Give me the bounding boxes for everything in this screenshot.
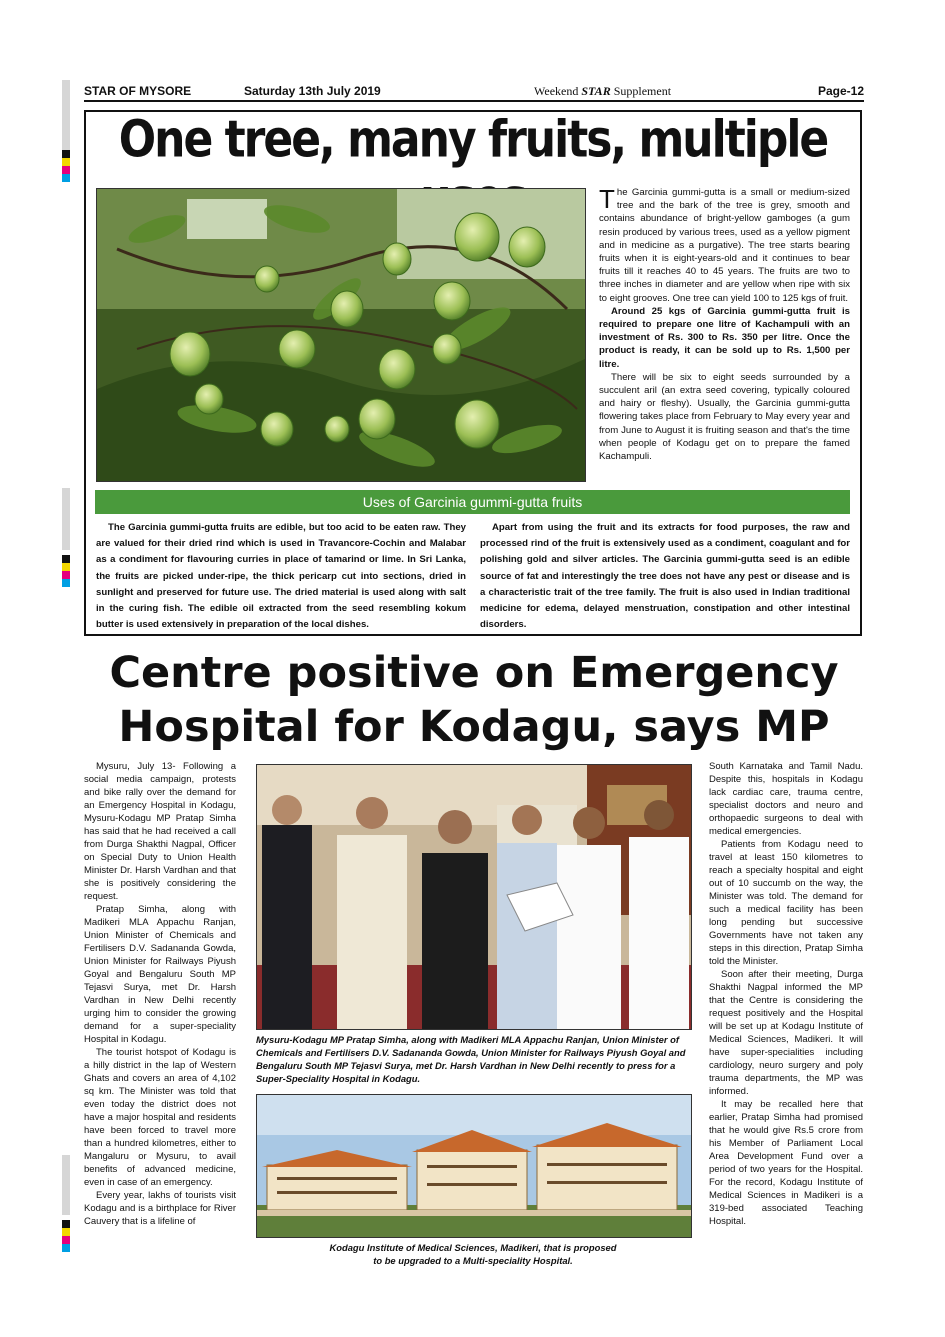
meeting-photo (256, 764, 692, 1030)
feature-body (599, 186, 850, 463)
uses-right-text: Apart from using the fruit and its extracts for food purposes, the raw and processed rind of the fruit is extensively used as a condiment, coagulant and for polishing gold and silver articles. The Garcinia gummi-gutta seed is an edible source of fat and interestingly the tree does not have any pest or disease and is a characteristic trait of the tree family. The fruit is also used in Indian traditional medicine for edema, delayed menstruation, constipation and other intestinal disorders. (480, 522, 850, 631)
drop-cap: T (599, 184, 615, 214)
running-header (84, 84, 864, 99)
hospital-photo-caption (256, 1241, 690, 1267)
print-mark-cyan (62, 579, 70, 587)
news-right-para-1: South Karnataka and Tamil Nadu. Despite this, hospitals in Kodagu lack cardiac care, trauma centre, specialist doctors and neuro and orthopaedic surgeons to deal with medical emergencies. (709, 761, 863, 837)
meeting-photo-caption: Mysuru-Kodagu MP Pratap Simha, along with Madikeri MLA Appachu Ranjan, Union Minister of Chemicals and Fertilisers D.V. Sadananda Gowda, Union Minister for Railways Piyush Goyal and Bengaluru South MP Tejasvi Surya, met Dr. Harsh Vardhan in New Delhi recently to press for a Super-Speciality Hospital in Kodagu. (256, 1034, 686, 1084)
news-right-column (709, 760, 863, 1228)
news-right-para-3: Soon after their meeting, Durga Shakthi Nagpal informed the MP that the Centre is considering the request positively and the Hospital will be set up at Kodagu Institute of Medical Sciences, Madikeri. It will have super-specialities including cardiology, neuro surgery and poly trauma departments, the MP was informed. (709, 969, 863, 1097)
feature-para-3: There will be six to eight seeds surrounded by a succulent aril (an extra seed covering, typically coloured and hairy or fleshy). Usually, the Garcinia gummi-gutta flowering takes place from February to May every year and from June to August it is fruiting season and that's the time when people of Kodagu get on to prepare the famed Kachampuli. (599, 371, 850, 463)
print-mark-cyan (62, 1244, 70, 1252)
hospital-photo (256, 1094, 692, 1238)
print-margin-bar (62, 1155, 70, 1215)
news-left-column (84, 760, 236, 1228)
garcinia-tree-photo (96, 188, 586, 482)
print-mark-magenta (62, 1236, 70, 1244)
supplement-name (534, 84, 809, 99)
news-left-para-4: Every year, lakhs of tourists visit Kodagu and is a birthplace for River Cauvery that is a lifeline of (84, 1190, 236, 1227)
issue-date: Saturday 13th July 2019 (244, 84, 381, 98)
uses-left-column (96, 520, 466, 633)
feature-headline: One tree, many fruits, multiple (118, 110, 828, 169)
print-mark-black (62, 555, 70, 563)
uses-right-column (480, 520, 850, 633)
print-margin-bar (62, 80, 70, 150)
news-headline (84, 646, 864, 754)
news-right-para-2: Patients from Kodagu need to travel at least 150 kilometres to reach a specialty hospital and eight out of 10 succumb on the way, the Minister was told. The demand for such a medical facility has been long pending but successive Governments have not taken any steps in this direction, Pratap Simha told the Minister. (709, 839, 863, 967)
print-mark-black (62, 1220, 70, 1228)
print-mark-yellow (62, 158, 70, 166)
supplement-suffix: Supplement (613, 84, 672, 98)
page-number: Page-12 (817, 84, 864, 98)
news-left-para-3: The tourist hotspot of Kodagu is a hilly district in the lap of Western Ghats and covers an area of 4,102 sq km. The Minister was told that even today the district does not have a major hospital and residents have been forced to travel more than a hundred kilometres, either to Mangaluru or Mysuru, to avail benefits of advanced medicine, even in case of an emergency. (84, 1047, 236, 1188)
print-mark-yellow (62, 1228, 70, 1236)
header-rule (84, 100, 864, 102)
print-margin-bar (62, 488, 70, 550)
uses-banner: Uses of Garcinia gummi-gutta fruits (95, 490, 850, 514)
hospital-caption-line-2: to be upgraded to a Multi-speciality Hospital. (373, 1255, 573, 1266)
uses-left-text: The Garcinia gummi-gutta fruits are edible, but too acid to be eaten raw. They are valued for their dried rind which is used in Travancore-Cochin and Malabar as a condiment for flavouring curries in place of tamarind or lime. In Sri Lanka, the fruits are picked under-ripe, the thick pericarp cut into sections, dried in sunlight and preserved for future use. The dried material is used along with salt in the curing fish. The edible oil extracted from the seed resembling kokum butter is used extensively in preparation of the local dishes. (96, 522, 466, 631)
paper-name: STAR OF MYSORE (84, 84, 192, 98)
print-mark-yellow (62, 563, 70, 571)
feature-para-2: Around 25 kgs of Garcinia gummi-gutta fruit is required to prepare one litre of Kachampuli with an investment of Rs. 300 to Rs. 350 per litre. Once the product is ready, it can be sold up to Rs. 1,500 per litre. (599, 305, 850, 370)
news-headline-line-2: Hospital for Kodagu, says MP (118, 702, 830, 752)
hospital-caption-line-1: Kodagu Institute of Medical Sciences, Madikeri, that is proposed (329, 1242, 617, 1253)
tree-illustration (97, 189, 585, 481)
supplement-star: STAR (581, 84, 611, 98)
news-left-para-2: Pratap Simha, along with Madikeri MLA Appachu Ranjan, Union Minister of Chemicals and Fertilisers D.V. Sadananda Gowda, Union Minister for Railways Piyush Goyal and Bengaluru South MP Tejasvi Surya, met Dr. Harsh Vardhan in New Delhi recently urging him to consider the growing demand for a super-speciality Hospital in Kodagu. (84, 904, 236, 1045)
print-mark-black (62, 150, 70, 158)
print-mark-magenta (62, 571, 70, 579)
print-mark-magenta (62, 166, 70, 174)
supplement-prefix: Weekend (534, 84, 579, 98)
news-left-para-1: Mysuru, July 13- Following a social media campaign, protests and bike rally over the demand for an Emergency Hospital in Kodagu, Mysuru-Kodagu MP Pratap Simha has said that he had received a call from Durga Shakthi Nagpal, Officer on Special Duty to Union Health Minister Dr. Harsh Vardhan and that she is positively considering the request. (84, 761, 236, 902)
feature-para-1-text: he Garcinia gummi-gutta is a small or medium-sized tree and the bark of the tree is grey, smooth and contains abundance of bright-yellow gamboges (a gum resin produced by various trees, used as a yellow pigment and in medicine as a purgative). The tree starts bearing fruits when it is eight-years-old and it continues to bear fruits till it reaches 40 to 45 years. The fruits are two to three inches in diameter and are yellow when ripe with six to eight grooves. One tree can yield 100 to 125 kgs of fruit. (599, 187, 850, 304)
meeting-illustration (257, 765, 691, 1029)
news-right-para-4: It may be recalled here that earlier, Pratap Simha had promised that he would give Rs.5 crore from his Member of Parliament Local Area Development Fund over a period of two years for the Hospital. For the record, Kodagu Institute of Medical Sciences in Madikeri is a 319-bed associated Teaching Hospital. (709, 1099, 863, 1227)
news-headline-line-1: Centre positive on Emergency (109, 648, 839, 698)
feature-para-1 (599, 186, 850, 305)
print-mark-cyan (62, 174, 70, 182)
hospital-illustration (257, 1095, 691, 1237)
